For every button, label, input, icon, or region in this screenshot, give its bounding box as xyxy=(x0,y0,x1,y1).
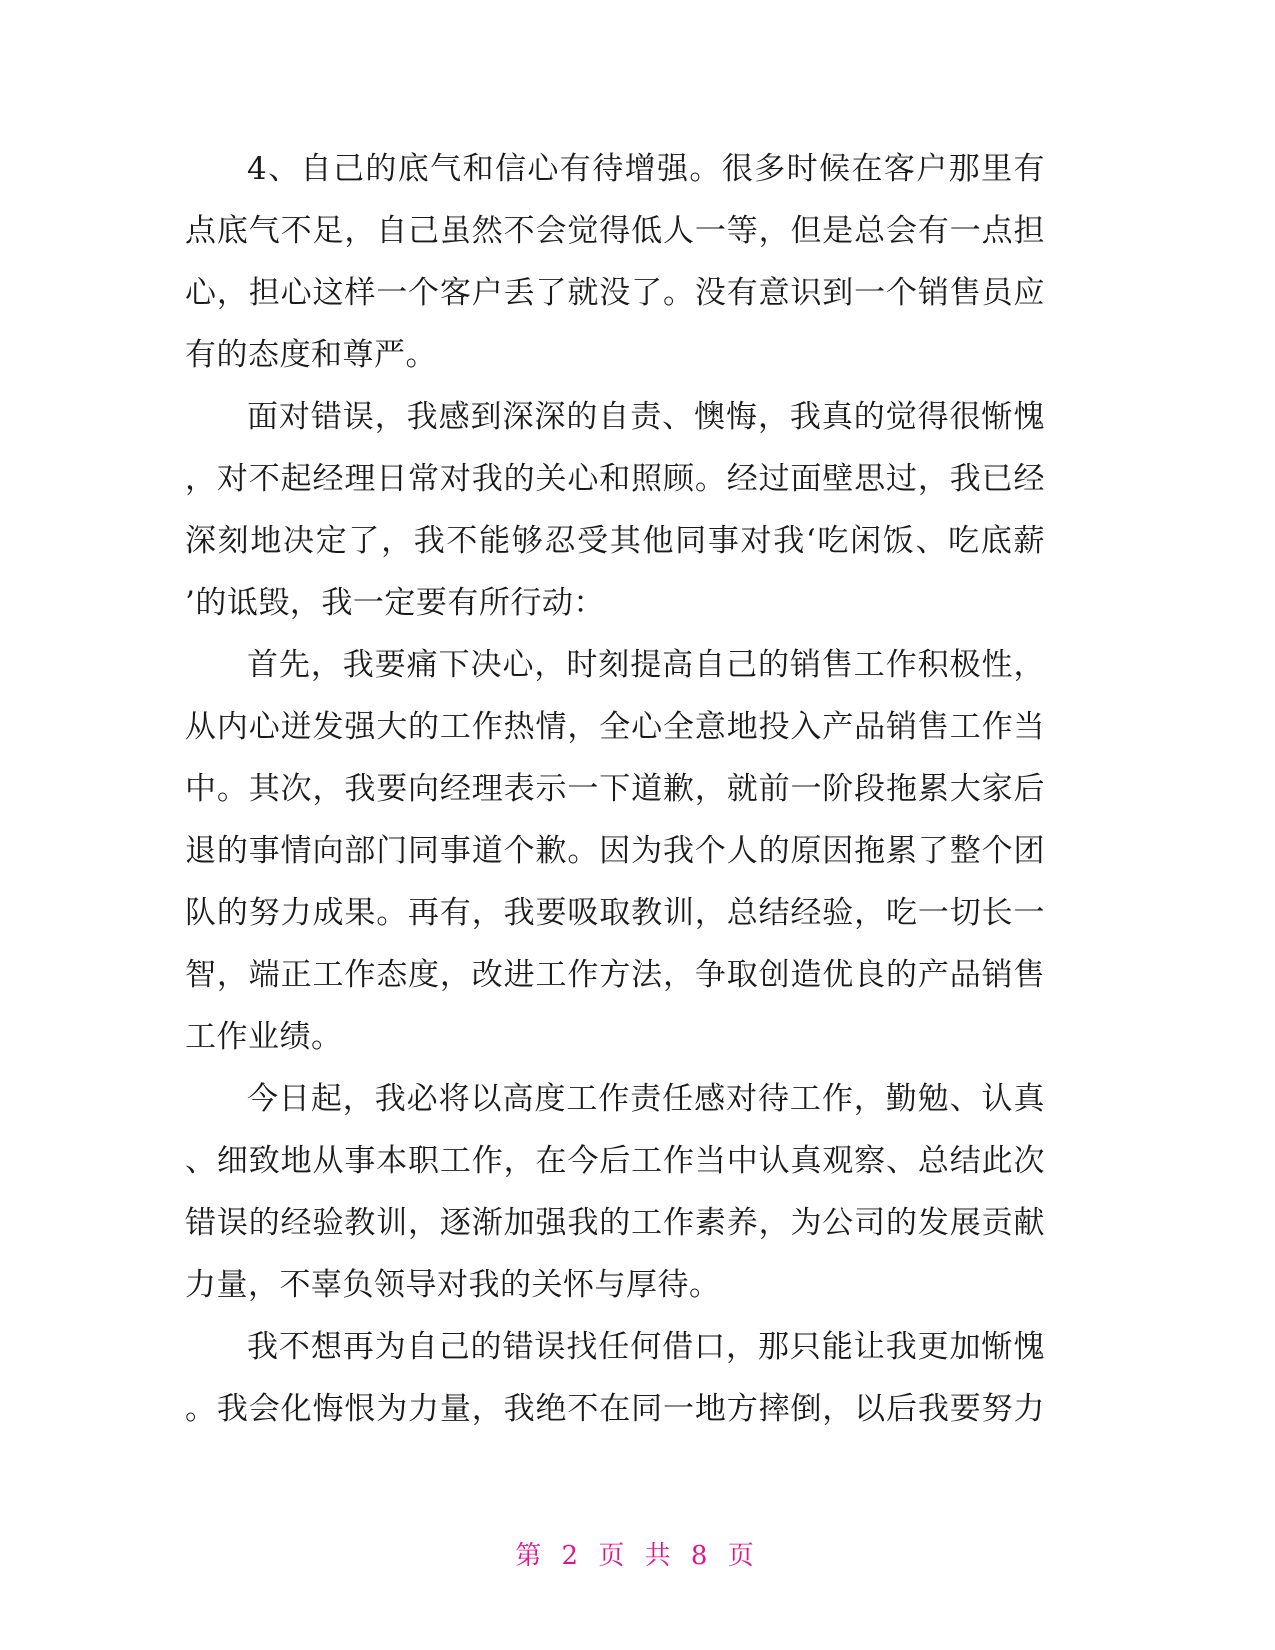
text-line: 心，担心这样一个客户丢了就没了。没有意识到一个销售员应 xyxy=(185,275,1045,311)
text-line: 退的事情向部门同事道个歉。因为我个人的原因拖累了整个团 xyxy=(185,833,1045,869)
text-line: 错误的经验教训，逐渐加强我的工作素养，为公司的发展贡献 xyxy=(185,1205,1045,1241)
text-line: 、细致地从事本职工作，在今后工作当中认真观察、总结此次 xyxy=(185,1143,1045,1179)
text-line: 面对错误，我感到深深的自责、懊悔，我真的觉得很惭愧 xyxy=(247,399,1045,435)
text-line: 。我会化悔恨为力量，我绝不在同一地方摔倒，以后我要努力 xyxy=(185,1391,1045,1427)
text-line: 我不想再为自己的错误找任何借口，那只能让我更加惭愧 xyxy=(247,1329,1045,1365)
text-line: 4、自己的底气和信心有待增强。很多时候在客户那里有 xyxy=(247,151,1045,187)
document-body xyxy=(185,138,1045,1440)
text-line: 力量，不辜负领导对我的关怀与厚待。 xyxy=(185,1267,721,1303)
text-line: ，对不起经理日常对我的关心和照顾。经过面壁思过，我已经 xyxy=(185,461,1045,497)
text-line: 工作业绩。 xyxy=(185,1019,343,1055)
page-number-footer: 第 2 页 共 8 页 xyxy=(515,1541,760,1571)
text-line: 深刻地决定了，我不能够忍受其他同事对我‘吃闲饭、吃底薪 xyxy=(185,523,1045,559)
text-line: 有的态度和尊严。 xyxy=(185,337,437,373)
text-line: 今日起，我必将以高度工作责任感对待工作，勤勉、认真 xyxy=(247,1081,1045,1117)
text-line: 点底气不足，自己虽然不会觉得低人一等，但是总会有一点担 xyxy=(185,213,1045,249)
text-line: 队的努力成果。再有，我要吸取教训，总结经验，吃一切长一 xyxy=(185,895,1045,931)
text-line: 首先，我要痛下决心，时刻提高自己的销售工作积极性， xyxy=(247,647,1045,683)
text-line: 从内心迸发强大的工作热情，全心全意地投入产品销售工作当 xyxy=(185,709,1045,745)
text-line: 中。其次，我要向经理表示一下道歉，就前一阶段拖累大家后 xyxy=(185,771,1045,807)
text-line: ’的诋毁，我一定要有所行动： xyxy=(185,585,605,621)
text-line: 智，端正工作态度，改进工作方法，争取创造优良的产品销售 xyxy=(185,957,1045,993)
